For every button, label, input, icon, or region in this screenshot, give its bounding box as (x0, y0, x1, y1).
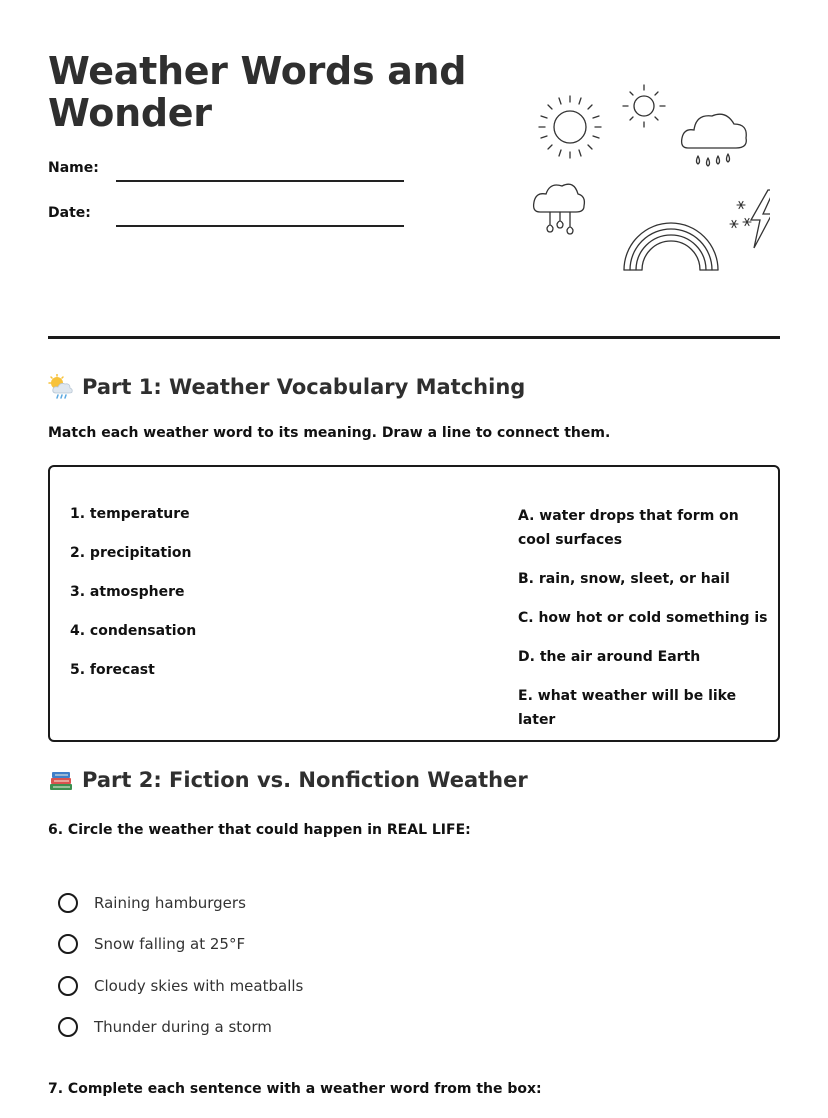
option-item[interactable] (58, 1007, 303, 1049)
title-line-1: Weather Words and (48, 49, 467, 93)
term-item[interactable]: 3. atmosphere (70, 584, 185, 600)
definition-item[interactable]: B. rain, snow, sleet, or hail (518, 571, 730, 587)
term-item[interactable]: 4. condensation (70, 623, 197, 639)
option-item[interactable] (58, 924, 303, 966)
rain-cloud-icon (534, 184, 585, 234)
date-field[interactable] (116, 225, 404, 227)
option-label: Raining hamburgers (94, 893, 246, 912)
option-label: Thunder during a storm (94, 1018, 272, 1037)
option-item[interactable] (58, 882, 303, 924)
radio-circle[interactable] (58, 893, 78, 913)
definition-item[interactable]: D. the air around Earth (518, 649, 701, 665)
part2-heading-text: Part 2: Fiction vs. Nonfiction Weather (82, 768, 528, 792)
snowflakes-icon (730, 202, 751, 228)
option-item[interactable] (58, 965, 303, 1007)
term-item[interactable]: 1. temperature (70, 506, 190, 522)
radio-circle[interactable] (58, 1017, 78, 1037)
term-list (70, 504, 370, 699)
part1-instruction: Match each weather word to its meaning. Draw a line to connect them. (48, 425, 611, 441)
part1-heading-text: Part 1: Weather Vocabulary Matching (82, 375, 526, 399)
date-label: Date: (48, 205, 91, 221)
lightning-icon (751, 190, 770, 248)
term-item[interactable]: 5. forecast (70, 662, 155, 678)
option-label: Snow falling at 25°F (94, 935, 246, 954)
rainbow-icon (624, 223, 718, 270)
name-field[interactable] (116, 180, 404, 182)
definition-list (518, 504, 768, 747)
sun-behind-rain-cloud-icon (48, 374, 74, 400)
question-6-options (58, 882, 303, 1048)
matching-box (48, 465, 780, 742)
name-label: Name: (48, 160, 99, 176)
sun-icon (539, 96, 601, 158)
question-6: 6. Circle the weather that could happen in REAL LIFE: (48, 822, 471, 838)
books-icon (48, 767, 74, 793)
small-sun-icon (623, 85, 665, 127)
worksheet-page (48, 0, 780, 1118)
title-line-2: Wonder (48, 91, 212, 135)
question-7: 7. Complete each sentence with a weather word from the box: (48, 1081, 542, 1097)
part2-heading (48, 767, 528, 793)
drizzle-cloud-icon (682, 114, 747, 166)
radio-circle[interactable] (58, 976, 78, 996)
term-item[interactable]: 2. precipitation (70, 545, 192, 561)
part1-heading (48, 374, 525, 400)
definition-item[interactable]: A. water drops that form on cool surfaces (518, 508, 739, 548)
header-divider (48, 336, 780, 339)
definition-item[interactable]: C. how hot or cold something is (518, 610, 768, 626)
worksheet-title (48, 50, 468, 134)
option-label: Cloudy skies with meatballs (94, 976, 304, 995)
weather-illustration (530, 80, 770, 280)
definition-item[interactable]: E. what weather will be like later (518, 688, 737, 728)
radio-circle[interactable] (58, 934, 78, 954)
